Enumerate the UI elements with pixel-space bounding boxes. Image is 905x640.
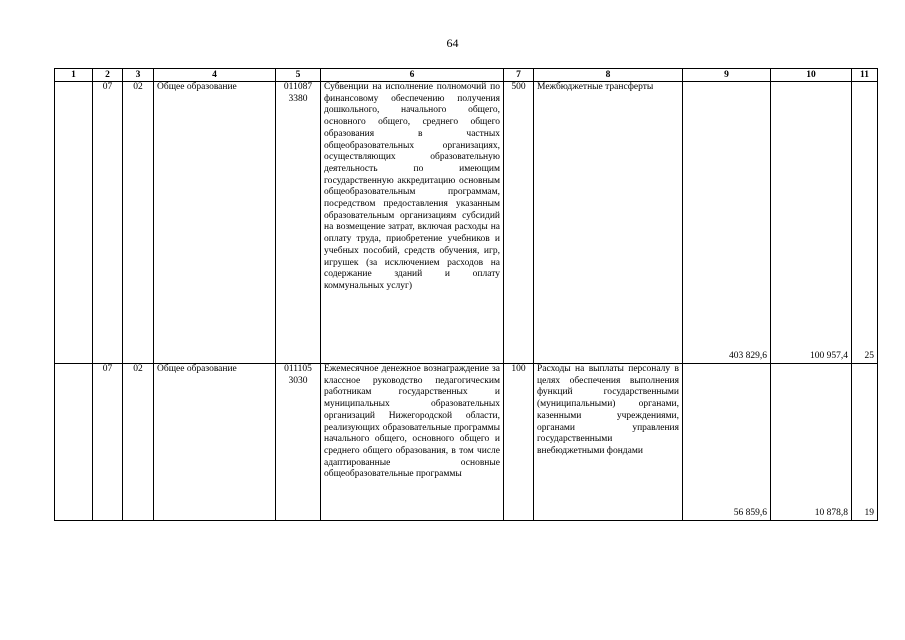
expense-type-code-cell: 500 — [504, 82, 534, 364]
budget-table — [54, 68, 878, 521]
column-header: 6 — [321, 69, 504, 82]
subsection-code-cell: 02 — [123, 82, 154, 364]
amount-cell: 403 829,6 — [683, 82, 771, 364]
column-header: 11 — [852, 69, 878, 82]
target-article-cell: 011105 3030 — [276, 364, 321, 521]
column-header: 5 — [276, 69, 321, 82]
section-name-cell: Общее образование — [154, 364, 276, 521]
article-description-cell: Субвенции на исполнение полномочий по финансовому обеспечению получения дошкольного, начального общего, основного общего, среднего общего образования в частных общеобразовательных организациях, осуществляющих образовательную деятельность по имеющим государственную аккредитацию основным общеобразовательным программам, посредством предоставления указанным образовательным организациям субсидий на возмещение затрат, включая расходы на оплату труда, приобретение учебников и учебных пособий, средств обучения, игр, игрушек (за исключением расходов на содержание зданий и оплату коммунальных услуг) — [321, 82, 504, 364]
section-code-cell: 07 — [93, 82, 123, 364]
table-row — [55, 82, 878, 364]
column-header: 8 — [534, 69, 683, 82]
expense-type-name-cell: Межбюджетные трансферты — [534, 82, 683, 364]
amount-cell: 100 957,4 — [771, 82, 852, 364]
amount-cell: 56 859,6 — [683, 364, 771, 521]
article-description-cell: Ежемесячное денежное вознаграждение за классное руководство педагогическим работникам государственных и муниципальных образовательных организаций Нижегородской области, реализующих образовательные программы начального общего, основного общего и среднего общего образования, в том числе адаптированные основные общеобразовательные программы — [321, 364, 504, 521]
target-article-cell: 011087 3380 — [276, 82, 321, 364]
table-header-row — [55, 69, 878, 82]
section-name-cell: Общее образование — [154, 82, 276, 364]
row-number-cell — [55, 364, 93, 521]
percent-cell: 19 — [852, 364, 878, 521]
column-header: 3 — [123, 69, 154, 82]
column-header: 9 — [683, 69, 771, 82]
column-header: 2 — [93, 69, 123, 82]
subsection-code-cell: 02 — [123, 364, 154, 521]
expense-type-name-cell: Расходы на выплаты персоналу в целях обеспечения выполнения функций государственными (муниципальными) органами, казенными учреждениями, органами управления государственными внебюджетными фондами — [534, 364, 683, 521]
section-code-cell: 07 — [93, 364, 123, 521]
table-row — [55, 364, 878, 521]
page-number: 64 — [446, 36, 459, 50]
column-header: 10 — [771, 69, 852, 82]
amount-cell: 10 878,8 — [771, 364, 852, 521]
row-number-cell — [55, 82, 93, 364]
expense-type-code-cell: 100 — [504, 364, 534, 521]
column-header: 1 — [55, 69, 93, 82]
percent-cell: 25 — [852, 82, 878, 364]
column-header: 7 — [504, 69, 534, 82]
column-header: 4 — [154, 69, 276, 82]
